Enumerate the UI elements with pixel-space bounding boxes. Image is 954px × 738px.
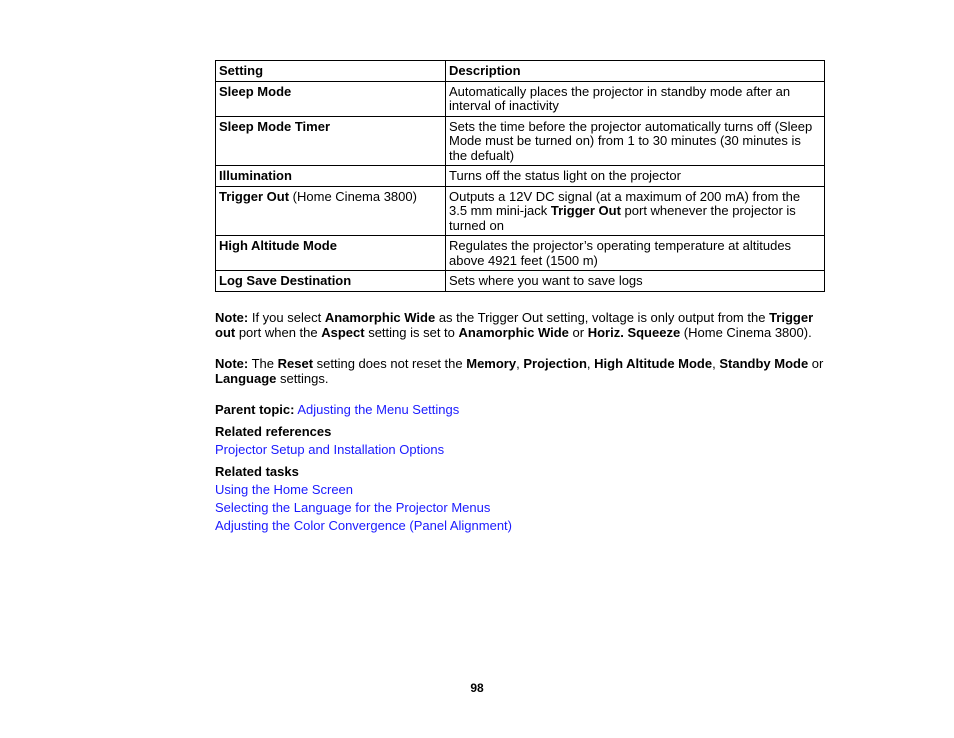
table-row [216, 271, 825, 292]
description-cell: Regulates the projector’s operating temperature at altitudes above 4921 feet (1500 m) [446, 236, 825, 271]
description-cell: Turns off the status light on the projector [446, 166, 825, 187]
parent-topic-link[interactable]: Adjusting the Menu Settings [297, 401, 460, 417]
page-content [215, 60, 824, 533]
table-row [216, 166, 825, 187]
table-row [216, 116, 825, 166]
related-task-link[interactable]: Using the Home Screen [215, 481, 354, 497]
parent-topic-label: Parent topic: [215, 401, 295, 417]
settings-table [215, 60, 825, 292]
setting-name: Sleep Mode [219, 83, 292, 99]
related-references-list [215, 442, 824, 457]
note-reset: Note: The Reset setting does not reset the Memory, Projection, High Altitude Mode, Standby Mode or Language settings. [215, 355, 824, 386]
setting-name: Illumination [219, 168, 292, 183]
setting-cell [216, 271, 446, 292]
setting-qualifier: (Home Cinema 3800) [289, 188, 417, 204]
parent-topic [215, 402, 824, 417]
setting-cell [216, 186, 446, 236]
description-cell: Sets where you want to save logs [446, 271, 825, 292]
setting-cell [216, 81, 446, 116]
related-references-heading: Related references [215, 423, 332, 439]
note-trigger-out: Note: If you select Anamorphic Wide as the Trigger Out setting, voltage is only output from the Trigger out port when the Aspect setting is set to Anamorphic Wide or Horiz. Squeeze (Home Cinema 3800). [215, 309, 814, 340]
description-cell: Outputs a 12V DC signal (at a maximum of 200 mA) from the 3.5 mm mini-jack Trigger Out port whenever the projector is turned on [446, 186, 825, 236]
column-header-description: Description [446, 61, 825, 82]
setting-name: Trigger Out [219, 188, 290, 204]
related-tasks-heading: Related tasks [215, 463, 299, 479]
setting-name: High Altitude Mode [219, 238, 337, 253]
trigger-out-term: Trigger Out [550, 203, 621, 218]
related-task-link[interactable]: Adjusting the Color Convergence (Panel Alignment) [215, 517, 513, 533]
page-number: 98 [470, 681, 484, 695]
related-reference-link[interactable]: Projector Setup and Installation Options [215, 441, 445, 457]
setting-name: Log Save Destination [219, 273, 352, 288]
related-tasks-list [215, 482, 824, 533]
setting-cell [216, 116, 446, 166]
table-row [216, 186, 825, 236]
table-row [216, 81, 825, 116]
related-task-link[interactable]: Selecting the Language for the Projector Menus [215, 499, 491, 515]
column-header-setting: Setting [216, 61, 446, 82]
table-header-row [216, 61, 825, 82]
description-cell: Automatically places the projector in standby mode after an interval of inactivity [446, 81, 825, 116]
setting-cell [216, 236, 446, 271]
table-row [216, 236, 825, 271]
description-cell: Sets the time before the projector automatically turns off (Sleep Mode must be turned on) from 1 to 30 minutes (30 minutes is the defualt) [446, 116, 825, 166]
setting-name: Sleep Mode Timer [219, 118, 331, 134]
setting-cell [216, 166, 446, 187]
